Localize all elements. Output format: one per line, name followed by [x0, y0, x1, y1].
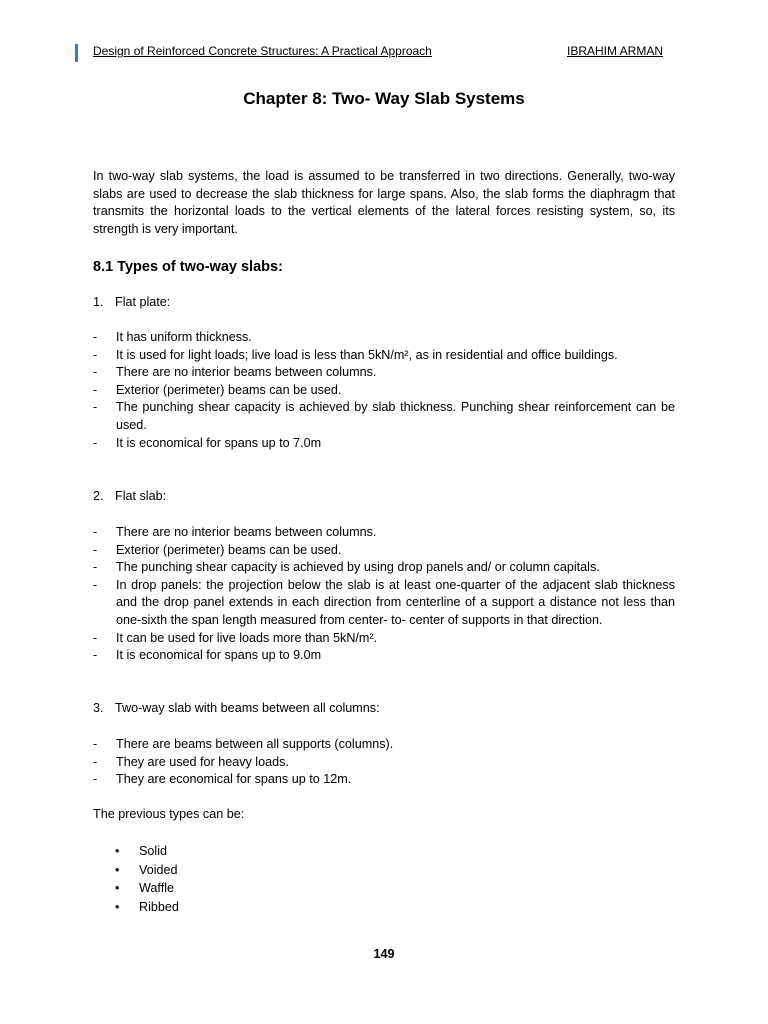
running-header-title: Design of Reinforced Concrete Structures: A Practical Approach [93, 44, 432, 58]
list-item [93, 577, 675, 630]
type-2-list [93, 524, 675, 665]
type-title: Two-way slab with beams between all columns: [115, 701, 380, 715]
list-item-text: It is economical for spans up to 7.0m [116, 435, 322, 450]
running-header-author: IBRAHIM ARMAN [567, 44, 664, 58]
list-item [93, 524, 675, 542]
list-item-text: The punching shear capacity is achieved by using drop panels and/ or column capitals. [116, 560, 600, 575]
dash-marker: - [93, 435, 98, 450]
list-item [93, 435, 675, 453]
dash-marker: - [93, 330, 98, 344]
list-item [93, 347, 675, 365]
list-item [93, 542, 675, 560]
list-item [113, 842, 179, 861]
dash-marker: - [93, 365, 98, 380]
type-number: 2. [93, 489, 104, 503]
list-item-text: Waffle [139, 881, 174, 895]
dash-marker: - [93, 525, 98, 539]
type-3-heading [93, 701, 380, 715]
list-item [93, 630, 675, 648]
dash-marker: - [93, 560, 98, 575]
bullet-icon: • [115, 899, 120, 914]
list-item-text: It is economical for spans up to 9.0m [116, 648, 322, 663]
section-heading: 8.1 Types of two-way slabs: [93, 259, 283, 275]
type-title: Flat plate: [115, 295, 171, 309]
list-item-text: Exterior (perimeter) beams can be used. [116, 542, 342, 557]
chapter-title: Chapter 8: Two- Way Slab Systems [243, 89, 525, 108]
list-item-text: They are economical for spans up to 12m. [116, 772, 352, 787]
bullet-icon: • [115, 862, 120, 877]
type-number: 1. [93, 295, 104, 309]
list-item-text: There are beams between all supports (columns). [116, 737, 394, 751]
list-item [93, 647, 675, 665]
list-item-text: Solid [139, 844, 168, 858]
dash-marker: - [93, 630, 98, 645]
dash-marker: - [93, 382, 98, 397]
list-item [113, 898, 179, 917]
list-item [93, 771, 675, 789]
list-item [93, 329, 675, 347]
dash-marker: - [93, 737, 98, 751]
dash-marker: - [93, 542, 98, 557]
dash-marker: - [93, 577, 98, 592]
list-item-text: They are used for heavy loads. [116, 754, 289, 769]
type-3-list [93, 736, 675, 789]
list-item [93, 559, 675, 577]
list-item [113, 861, 179, 880]
bullet-icon: • [115, 844, 120, 858]
list-item [113, 879, 179, 898]
list-item [93, 736, 675, 754]
list-item-text: There are no interior beams between columns. [116, 365, 377, 380]
list-item [93, 364, 675, 382]
list-item-text: There are no interior beams between columns. [116, 525, 377, 539]
list-item-text: Voided [139, 862, 178, 877]
slab-kinds-list [113, 842, 179, 916]
list-item-text: It is used for light loads; live load is less than 5kN/m², as in residential and office buildings. [116, 347, 618, 362]
list-item [93, 382, 675, 400]
type-title: Flat slab: [115, 489, 167, 503]
dash-marker: - [93, 347, 98, 362]
type-number: 3. [93, 701, 104, 715]
dash-marker: - [93, 754, 98, 769]
dash-marker: - [93, 648, 98, 663]
type-1-heading [93, 295, 170, 309]
type-2-heading [93, 489, 166, 503]
list-item-text: Ribbed [139, 899, 179, 914]
previous-types-text: The previous types can be: [93, 807, 245, 821]
page-number: 149 [373, 947, 395, 961]
list-item-text: The punching shear capacity is achieved by slab thickness. Punching shear reinforcement can be used. [116, 400, 675, 432]
dash-marker: - [93, 772, 98, 787]
dash-marker: - [93, 400, 98, 415]
list-item-text: Exterior (perimeter) beams can be used. [116, 382, 342, 397]
list-item [93, 399, 675, 434]
list-item-text: It has uniform thickness. [116, 330, 252, 344]
type-1-list [93, 329, 675, 452]
list-item [93, 754, 675, 772]
list-item-text: It can be used for live loads more than 5kN/m². [116, 630, 378, 645]
bullet-icon: • [115, 881, 120, 895]
intro-paragraph: In two-way slab systems, the load is assumed to be transferred in two directions. Generally, two-way slabs are used to decrease the slab thickness for large spans. Also, the slab forms the diaphragm that transmits the horizontal loads to the vertical elements of the lateral forces resisting system, so, its strength is very important. [93, 169, 675, 236]
list-item-text: In drop panels: the projection below the slab is at least one-quarter of the adjacent slab thickness and the drop panel extends in each direction from centerline of a support a distance not less than one-sixth the span length measured from center- to- center of supports in that direction. [116, 577, 675, 627]
header-accent-bar [75, 44, 78, 62]
